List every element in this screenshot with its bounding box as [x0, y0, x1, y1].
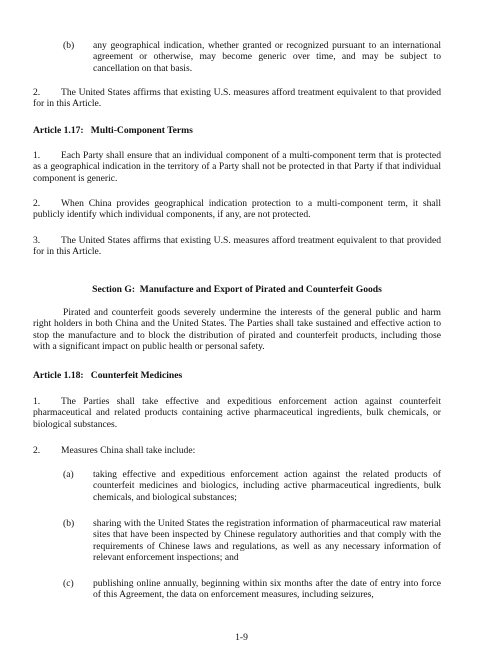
item-b-label: (b) — [63, 40, 75, 51]
para-2-text: The United States affirms that existing U.S. measures afford treatment equivalent to that provided for in this Article. — [33, 87, 441, 110]
para-2-number: 2. — [33, 87, 41, 98]
item-a-text: taking effective and expeditious enforcement action against the related products of counterfeit medicines and biologics, including active pharmaceutical ingredients, bulk chemicals, and biological substances; — [93, 469, 441, 503]
item-c-label: (c) — [63, 578, 74, 589]
section-g-heading: Section G: Manufacture and Export of Pirated and Counterfeit Goods — [92, 284, 382, 295]
article-1-17-p2-text: When China provides geographical indication protection to a multi-component term, it shall publicly identify which individual components, if any, are not protected. — [33, 198, 441, 221]
article-1-18-p2-text: Measures China shall take include: — [61, 445, 196, 456]
article-1-17-p1-text: Each Party shall ensure that an individual component of a multi-component term that is protected as a geographical indication in the territory of a Party shall not be protected in that Party if that individual component is generic. — [33, 150, 441, 184]
page-number: 1-9 — [235, 632, 248, 643]
article-1-18-p1-text: The Parties shall take effective and expeditious enforcement action against counterfeit pharmaceutical and related products containing active pharmaceutical ingredients, bulk chemicals, or biological substances. — [33, 396, 441, 430]
item-a-label: (a) — [63, 469, 74, 480]
item-b2-label: (b) — [63, 518, 75, 529]
article-1-17-p3-text: The United States affirms that existing U.S. measures afford treatment equivalent to that provided for in this Article. — [33, 235, 441, 258]
section-g-intro: Pirated and counterfeit goods severely undermine the interests of the general public and harm right holders in both China and the United States. The Parties shall take sustained and effective action to stop the manufacture and to block the distribution of pirated and counterfeit products, including those with a significant impact on public health or personal safety. — [33, 307, 441, 353]
article-1-17-p1-number: 1. — [33, 150, 41, 161]
article-1-18-heading: Article 1.18: Counterfeit Medicines — [33, 370, 183, 381]
article-1-18-p1-number: 1. — [33, 396, 41, 407]
article-1-17-heading: Article 1.17: Multi-Component Terms — [33, 125, 193, 136]
item-c-text: publishing online annually, beginning within six months after the date of entry into force of this Agreement, the data on enforcement measures, including seizures, — [93, 578, 441, 601]
item-b2-text: sharing with the United States the registration information of pharmaceutical raw material sites that have been inspected by Chinese regulatory authorities and that comply with the requirements of Chinese laws and regulations, as well as any necessary information of relevant enforcement inspections; and — [93, 518, 441, 564]
item-b-text: any geographical indication, whether granted or recognized pursuant to an international agreement or otherwise, may become generic over time, and may be subject to cancellation on that basis. — [93, 40, 441, 74]
article-1-18-p2-number: 2. — [33, 445, 41, 456]
article-1-17-p2-number: 2. — [33, 198, 41, 209]
article-1-17-p3-number: 3. — [33, 235, 41, 246]
